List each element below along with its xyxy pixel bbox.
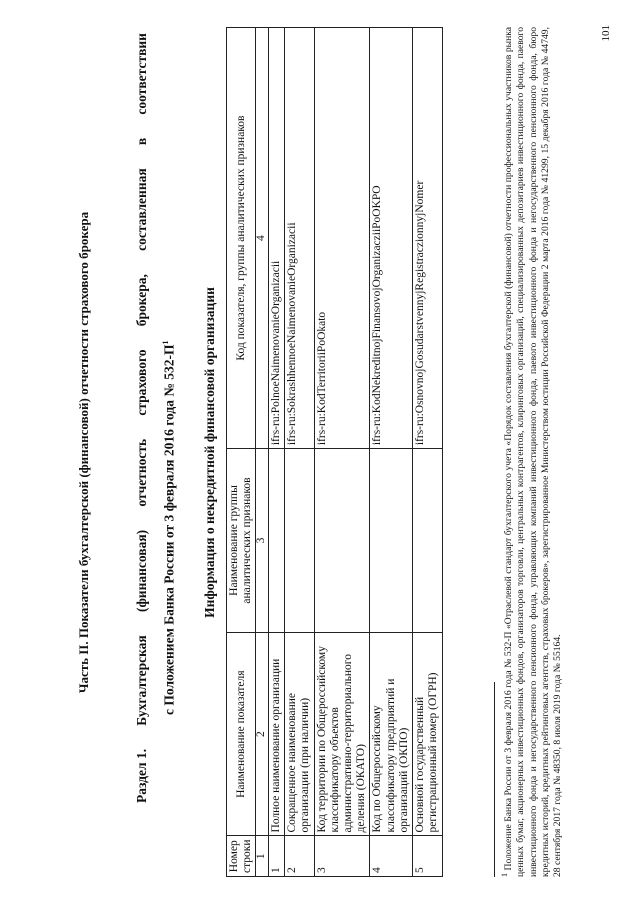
row-number: 5 <box>413 836 442 877</box>
section-heading-line2 <box>161 35 178 715</box>
section-heading-text: с Положением Банка России от 3 февраля 2016 года № 532-П <box>161 344 177 715</box>
indicator-name: Сокращенное наименование организации (при наличии) <box>285 632 314 836</box>
indicator-name: Код территории по Общероссийскому классификатору объектов административно-территориального деления (ОКАТО) <box>314 632 370 836</box>
indicator-name: Полное наименование организации <box>268 632 284 836</box>
table-row <box>285 28 314 877</box>
section-word: соответствии <box>134 33 149 115</box>
indicator-name: Основной государственный регистрационный номер (ОГРН) <box>413 632 442 836</box>
indicator-code: ifrs-ru:KodTerritoriiPoOkato <box>314 28 370 449</box>
table-row <box>314 28 370 877</box>
row-number: 3 <box>314 836 370 877</box>
row-number: 4 <box>370 836 413 877</box>
indicators-table <box>226 27 443 877</box>
group-name <box>314 449 370 633</box>
indicator-code: ifrs-ru:OsnovnojGosudarstvennyjRegistraczionnyjNomer <box>413 28 442 449</box>
group-name <box>413 449 442 633</box>
section-word: Раздел 1. <box>134 748 149 803</box>
column-number: 1 <box>256 836 269 877</box>
footnote-mark: 1 <box>500 873 509 877</box>
footnote-text: Положение Банка России от 3 февраля 2016 года № 532-П «Отраслевой стандарт бухгалтерского учета «Порядок составления бухгалтерской (финансовой) отчетности профессиональных участников рынка ценных бумаг, акционерных инвестиционных фондов, организаторов торговли, центральных контрагентов, клиринговых организаций, специализированных депозитариев инвестиционного фонда, паевого инвестиционного фонда и негосударственного пенсионного фонда, управляющих компаний инвестиционного фонда, паевого инвестиционного фонда и негосударственного пенсионного фонда, бюро кредитных историй, кредитных рейтинговых агентств, страховых брокеров», зарегистрированное Министерством юстиции Российской Федерации 2 марта 2016 года № 41299, 15 декабря 2016 года № 44749, 28 сентября 2017 года № 48350, 8 июля 2019 года № 55164. <box>503 27 564 877</box>
col-header-indicator-name: Наименование показателя <box>227 632 256 836</box>
section-word: страхового <box>134 349 149 416</box>
column-number: 2 <box>256 632 269 836</box>
section-heading-line1 <box>134 33 150 803</box>
col-header-group-name: Наименование группы аналитических признаков <box>227 449 256 633</box>
table-row <box>268 28 284 877</box>
column-number: 4 <box>256 28 269 449</box>
table-header-row <box>227 28 256 877</box>
table-row <box>413 28 442 877</box>
page-number: 101 <box>600 25 612 42</box>
section-word: составленная <box>134 168 149 251</box>
col-header-code: Код показателя, группы аналитических признаков <box>227 28 256 449</box>
table-row <box>370 28 413 877</box>
row-number: 1 <box>268 836 284 877</box>
table-title: Информация о некредитной финансовой организации <box>202 287 217 618</box>
col-header-row-number: Номер строки <box>227 836 256 877</box>
footnote-separator <box>494 682 495 877</box>
row-number: 2 <box>285 836 314 877</box>
footnote <box>500 27 565 877</box>
part-title: Часть II. Показатели бухгалтерской (финансовой) отчетности страхового брокера <box>76 211 91 694</box>
column-number: 3 <box>256 449 269 633</box>
group-name <box>285 449 314 633</box>
section-word: (финансовая) <box>134 529 149 613</box>
footnote-ref: 1 <box>161 340 170 345</box>
section-word: Бухгалтерская <box>134 635 149 726</box>
indicator-code: ifrs-ru:SokrashhennoeNaimenovanieOrganizacii <box>285 28 314 449</box>
group-name <box>370 449 413 633</box>
group-name <box>268 449 284 633</box>
indicator-name: Код по Общероссийскому классификатору предприятий и организаций (ОКПО) <box>370 632 413 836</box>
indicator-code: ifrs-ru:PolnoeNaimenovanieOrganizacii <box>268 28 284 449</box>
column-numbers-row <box>256 28 269 877</box>
section-word: отчетность <box>134 438 149 507</box>
indicator-code: ifrs-ru:KodNekreditnojFinansovojOrganizacziiPoOKPO <box>370 28 413 449</box>
section-word: брокера, <box>134 274 149 327</box>
section-word: в <box>134 137 149 146</box>
